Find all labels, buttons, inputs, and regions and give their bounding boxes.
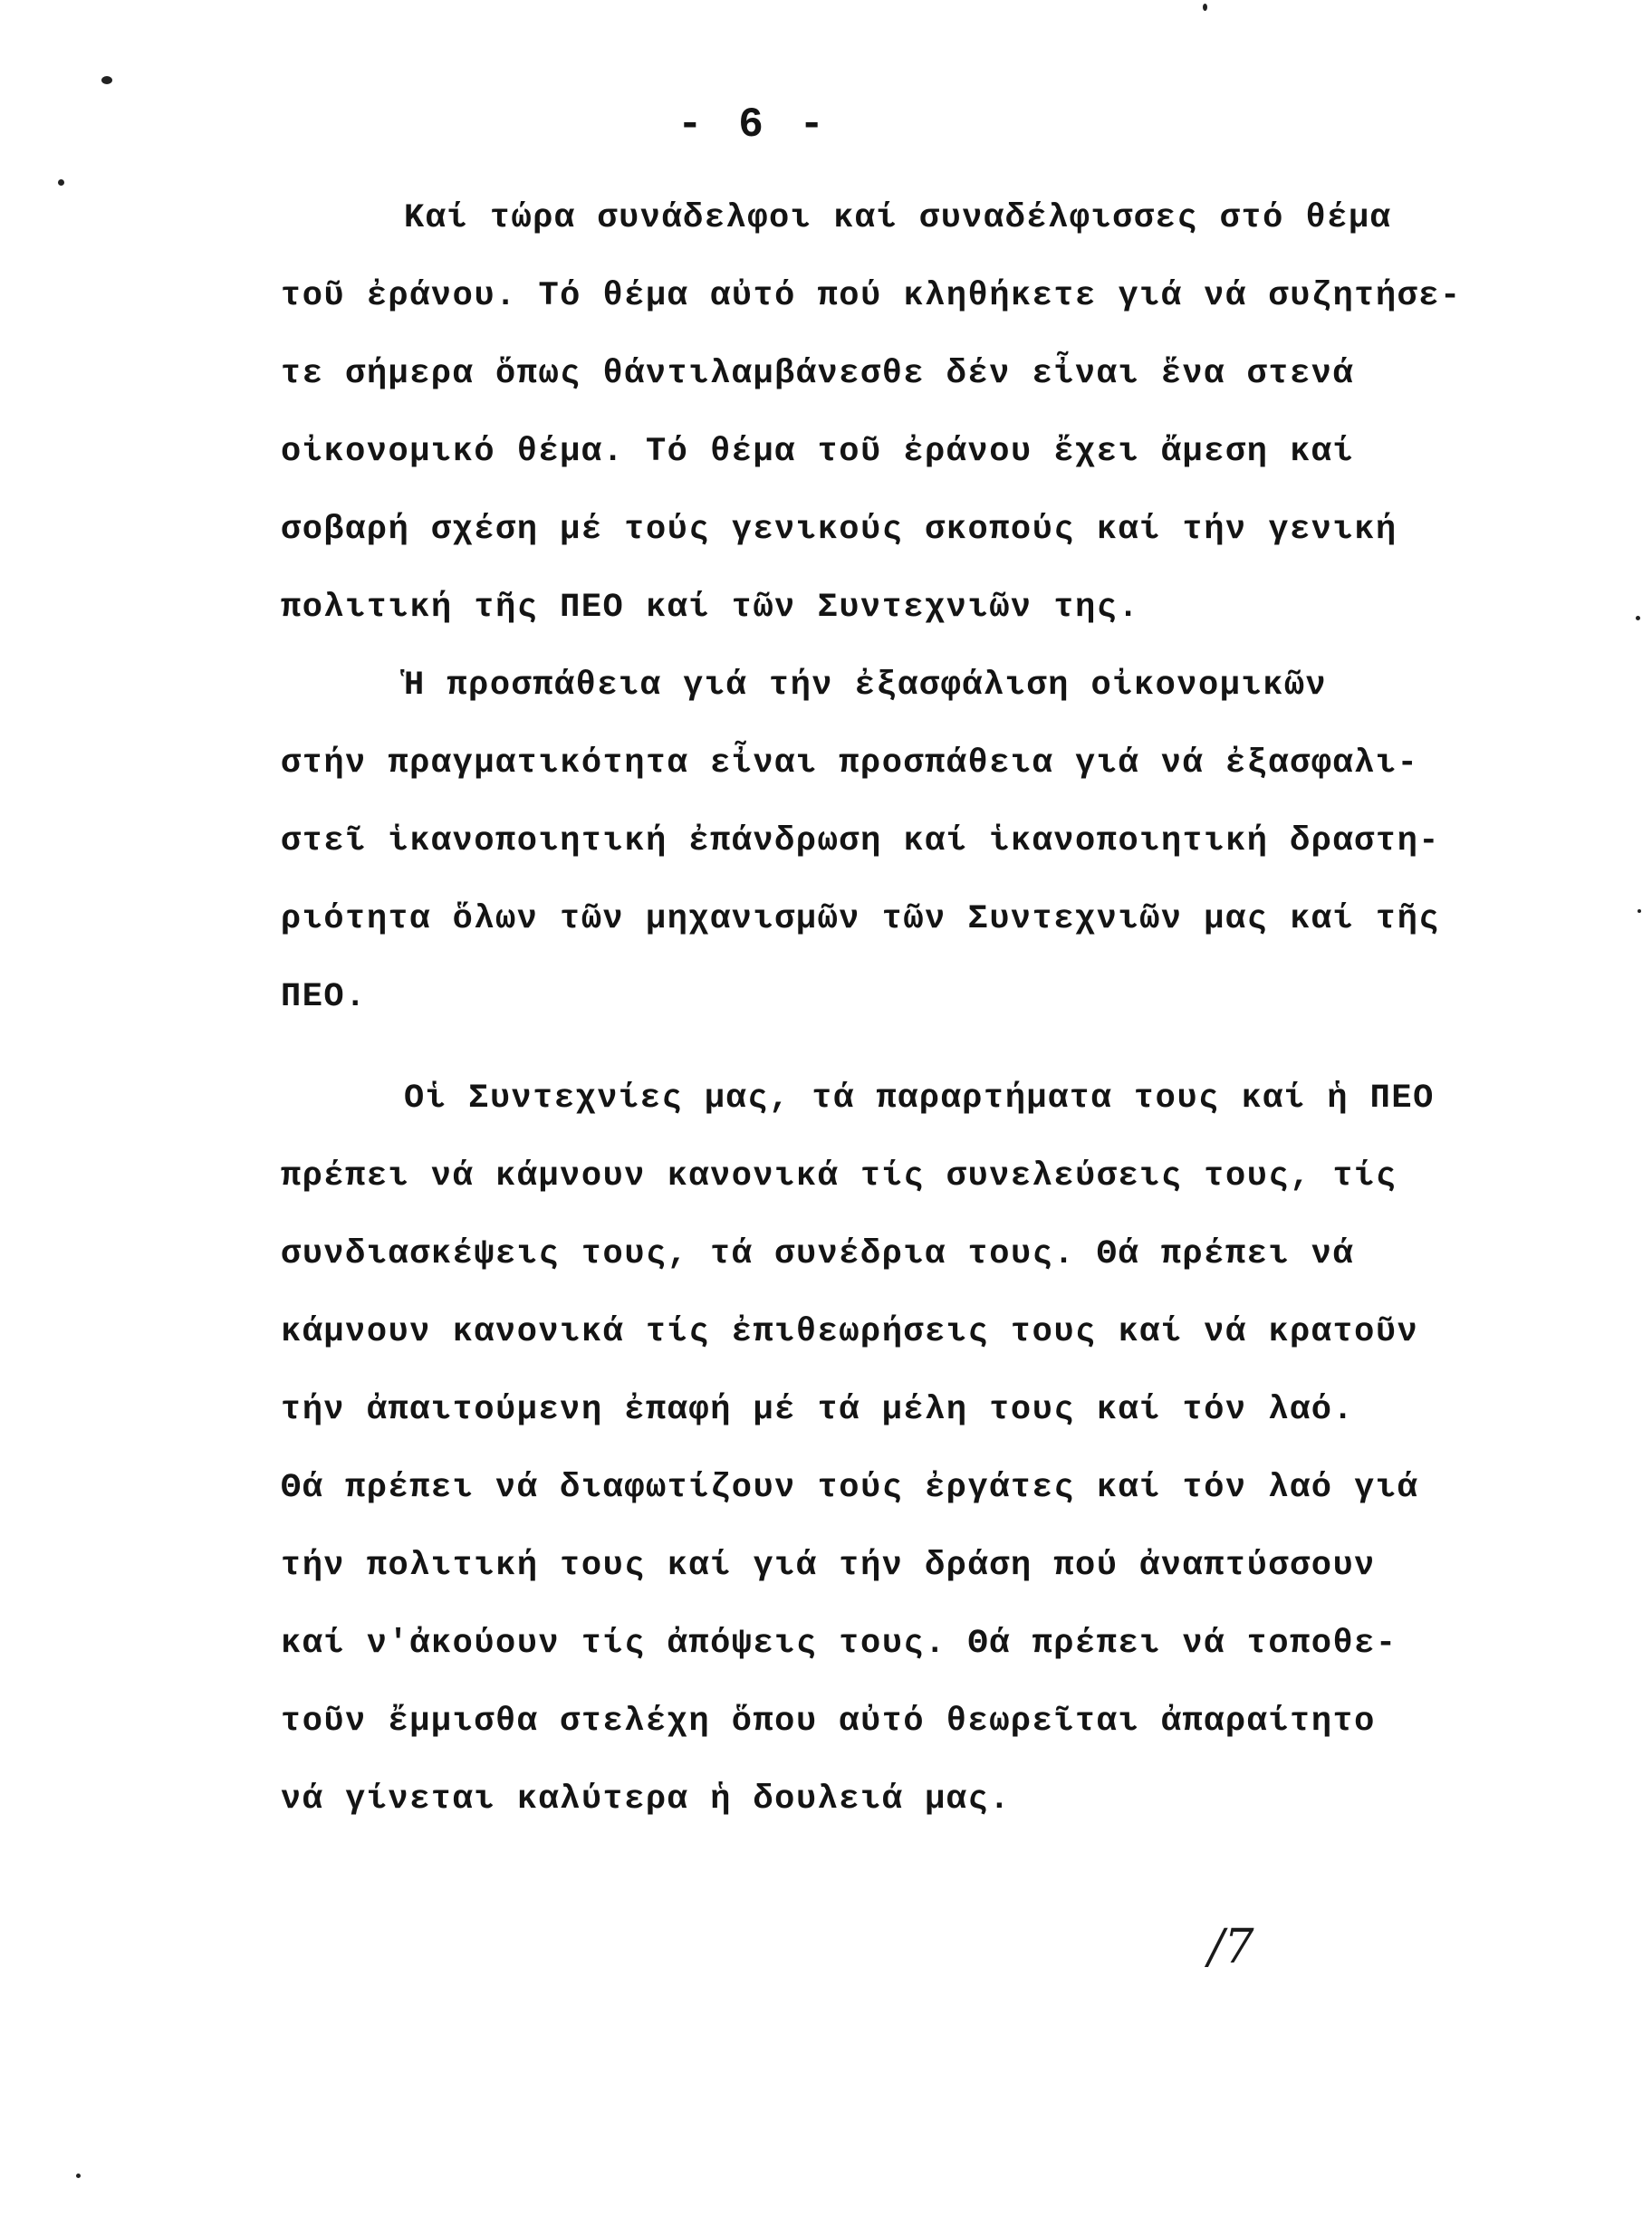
scan-speck [101,76,112,84]
paragraph-1-line-4: οἰκονομικό θέμα. Τό θέμα τοῦ ἐράνου ἔχει ἄμεση καί [281,433,1355,471]
document-body [281,179,1585,1838]
page-number: - 6 - [677,101,831,149]
paragraph-1-line-2: τοῦ ἐράνου. Τό θέμα αὐτό πού κληθήκετε γιά νά συζητήσε- [281,277,1462,315]
paragraph-1-line-1: Καί τώρα συνάδελφοι καί συναδέλφισσες στό θέμα [404,199,1392,237]
paragraph-2-line-3: στεῖ ἱκανοποιητική ἐπάνδρωση καί ἱκανοποιητική δραστη- [281,822,1440,860]
paragraph-1-line-5: σοβαρή σχέση μέ τούς γενικούς σκοπούς καί τήν γενική [281,511,1397,549]
paragraph-3-line-2: πρέπει νά κάμνουν κανονικά τίς συνελεύσεις τους, τίς [281,1157,1397,1195]
paragraph-3-line-1: Οἱ Συντεχνίες μας, τά παραρτήματα τους καί ἡ ΠΕΟ [404,1080,1435,1118]
paragraph-3-line-6: Θά πρέπει νά διαφωτίζουν τούς ἐργάτες καί τόν λαό γιά [281,1469,1419,1507]
continuation-mark: /7 [1208,1920,1254,1974]
paragraph-2-line-2: στήν πραγματικότητα εἶναι προσπάθεια γιά νά ἐξασφαλι- [281,744,1419,782]
paragraph-3-line-10: νά γίνεται καλύτερα ἡ δουλειά μας. [281,1780,1011,1819]
paragraph-2-line-1: Ἡ προσπάθεια γιά τήν ἐξασφάλιση οἰκονομικῶν [404,667,1328,705]
paragraph-3-line-5: τήν ἀπαιτούμενη ἐπαφή μέ τά μέλη τους καί τόν λαό. [281,1391,1355,1429]
paragraph-3-line-8: καί ν'ἀκούουν τίς ἀπόψεις τους. Θά πρέπει νά τοποθε- [281,1625,1397,1663]
paragraph-3-line-4: κάμνουν κανονικά τίς ἐπιθεωρήσεις τους καί νά κρατοῦν [281,1313,1419,1351]
paragraph-3-line-3: συνδιασκέψεις τους, τά συνέδρια τους. Θά πρέπει νά [281,1235,1355,1273]
paragraph-1-line-3: τε σήμερα ὅπως θάντιλαμβάνεσθε δέν εἶναι ἕνα στενά [281,355,1355,393]
scan-speck [1638,909,1641,913]
paragraph-3-line-9: τοῦν ἔμμισθα στελέχη ὅπου αὐτό θεωρεῖται ἀπαραίτητο [281,1703,1376,1741]
paragraph-2-line-4: ριότητα ὅλων τῶν μηχανισμῶν τῶν Συντεχνιῶν μας καί τῆς [281,900,1440,938]
scan-speck [1636,616,1640,620]
scan-speck [76,2174,81,2178]
paragraph-3-line-7: τήν πολιτική τους καί γιά τήν δράση πού ἀναπτύσσουν [281,1547,1376,1585]
paragraph-1-line-6: πολιτική τῆς ΠΕΟ καί τῶν Συντεχνιῶν της. [281,589,1140,627]
scan-speck [1203,4,1207,11]
scan-speck [58,179,64,186]
paragraph-2-line-5: ΠΕΟ. [281,978,367,1016]
